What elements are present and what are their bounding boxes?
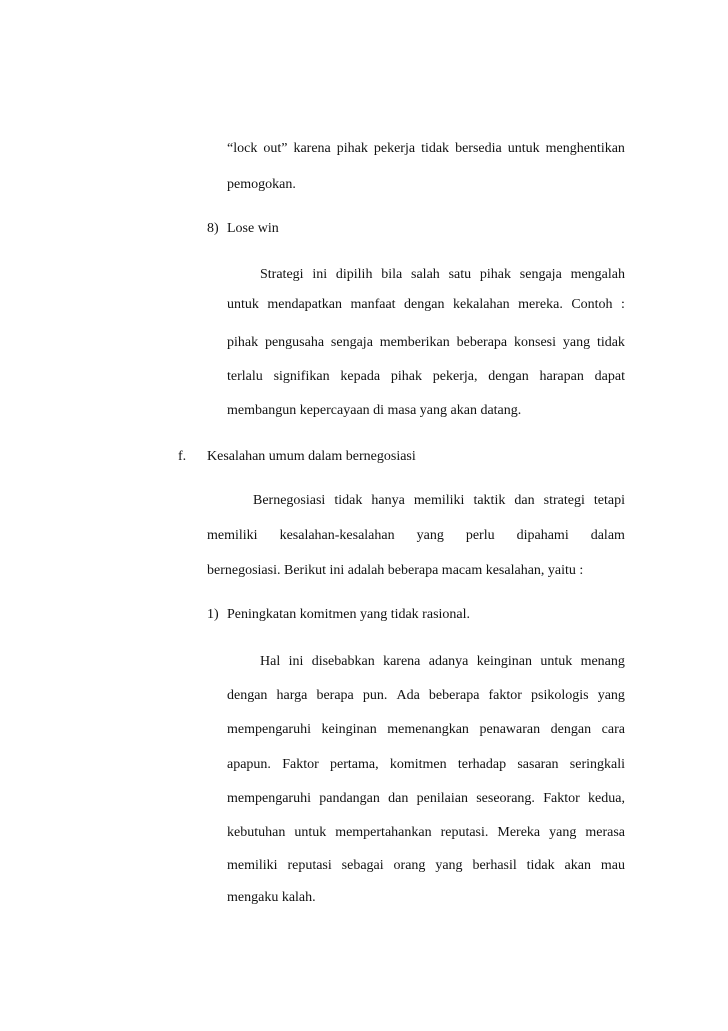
word: kedua, (588, 791, 625, 806)
word: mengalah (570, 267, 625, 282)
word: mereka. (518, 297, 563, 312)
word: untuk (294, 825, 327, 840)
word: out” (263, 141, 288, 156)
word: konsesi (514, 335, 556, 350)
word: sengaja (330, 335, 373, 350)
word: pekerja (373, 141, 416, 156)
word: menang (580, 654, 625, 669)
word: Ada (396, 688, 420, 703)
item-1-line-7 (227, 857, 625, 875)
word: pengusaha (264, 335, 325, 350)
word: menghentikan (545, 141, 625, 156)
word: satu (448, 267, 472, 282)
word: pihak (336, 141, 368, 156)
word: berapa (316, 688, 354, 703)
word: harapan (539, 369, 584, 384)
word: tidak (596, 335, 625, 350)
word: tidak (526, 858, 555, 873)
word: seringkali (569, 757, 625, 772)
word: : (621, 297, 625, 312)
word: karena (383, 654, 421, 669)
word: reputasi (287, 858, 332, 873)
word: keinginan (321, 722, 377, 737)
word: bila (381, 267, 403, 282)
word: cara (601, 722, 625, 737)
word: bersedia (455, 141, 502, 156)
section-f-heading: Kesalahan umum dalam bernegosiasi (207, 449, 416, 464)
section-f-marker: f. (178, 449, 187, 464)
word: faktor (488, 688, 522, 703)
word: kepada (340, 369, 381, 384)
word: dalam (590, 528, 625, 543)
word: penilaian (416, 791, 468, 806)
word: yang (562, 335, 591, 350)
item-1-line-4 (227, 756, 625, 774)
word: dan (514, 493, 535, 508)
word: dan (388, 791, 409, 806)
word: manfaat (350, 297, 396, 312)
word: adanya (428, 654, 469, 669)
item-1-line-5 (227, 790, 625, 808)
word: untuk (540, 654, 573, 669)
word: Bernegosiasi (253, 493, 326, 508)
section-f-line-2 (207, 527, 625, 545)
word: ini (312, 267, 328, 282)
word: dengan (404, 297, 445, 312)
word: ini (288, 654, 304, 669)
word: keinginan (476, 654, 532, 669)
item-1-number: 1) (207, 607, 219, 622)
item-1-title: Peningkatan komitmen yang tidak rasional. (227, 607, 471, 622)
word: merasa (585, 825, 625, 840)
word: yang (597, 688, 625, 703)
item-1-line-2 (227, 687, 625, 705)
word: “lock (227, 141, 258, 156)
word: apapun. (227, 757, 271, 772)
word: yang (416, 528, 444, 543)
word: beberapa (428, 688, 480, 703)
word: hanya (371, 493, 405, 508)
word: memiliki (413, 493, 465, 508)
word: mempengaruhi (227, 791, 311, 806)
word: seseorang. (476, 791, 535, 806)
word: sebagai (341, 858, 384, 873)
word: pihak (227, 335, 259, 350)
word: beberapa (456, 335, 508, 350)
word: pihak (479, 267, 512, 282)
word: taktik (473, 493, 506, 508)
word: mau (600, 858, 625, 873)
word: sengaja (519, 267, 562, 282)
word: orang (393, 858, 426, 873)
word: pandangan (319, 791, 380, 806)
word: untuk (507, 141, 540, 156)
word: Mereka (497, 825, 541, 840)
word: Faktor (543, 791, 580, 806)
word: kekalahan (452, 297, 510, 312)
continuation-line-2: pemogokan. (227, 177, 296, 192)
word: tidak (334, 493, 363, 508)
item-8-line-4 (227, 368, 625, 386)
word: kebutuhan (227, 825, 286, 840)
word: memiliki (207, 528, 258, 543)
word: yang (549, 825, 577, 840)
item-8-number: 8) (207, 221, 219, 236)
word: pertama, (330, 757, 379, 772)
word: signifikan (273, 369, 330, 384)
word: psikologis (531, 688, 589, 703)
continuation-line-1 (227, 140, 625, 158)
word: sasaran (517, 757, 559, 772)
word: yang (435, 858, 463, 873)
word: pun. (362, 688, 388, 703)
word: pekerja, (432, 369, 478, 384)
word: disebabkan (311, 654, 375, 669)
item-8-line-3 (227, 334, 625, 352)
word: dengan (227, 688, 268, 703)
word: perlu (465, 528, 495, 543)
word: mendapatkan (267, 297, 342, 312)
word: reputasi. (440, 825, 489, 840)
word: penawaran (479, 722, 541, 737)
word: tidak (421, 141, 450, 156)
word: komitmen (389, 757, 447, 772)
section-f-line-1 (253, 492, 625, 510)
word: Faktor (282, 757, 319, 772)
word: terlalu (227, 369, 263, 384)
word: dipilih (335, 267, 373, 282)
word: terhadap (457, 757, 507, 772)
word: berhasil (472, 858, 517, 873)
word: Contoh (571, 297, 613, 312)
word: kesalahan-kesalahan (279, 528, 395, 543)
item-8-line-2 (227, 296, 625, 314)
word: mempengaruhi (227, 722, 311, 737)
word: salah (411, 267, 440, 282)
word: dengan (488, 369, 529, 384)
word: dengan (550, 722, 592, 737)
word: Hal (260, 654, 281, 669)
item-1-line-1 (260, 653, 625, 671)
word: akan (564, 858, 591, 873)
item-1-line-8: mengaku kalah. (227, 890, 316, 905)
word: untuk (227, 297, 259, 312)
word: karena (293, 141, 331, 156)
word: tetapi (593, 493, 625, 508)
word: dipahami (516, 528, 569, 543)
word: mempertahankan (335, 825, 432, 840)
item-8-line-5: membangun kepercayaan di masa yang akan datang. (227, 403, 522, 418)
word: pihak (390, 369, 422, 384)
word: dapat (594, 369, 625, 384)
word: memberikan (379, 335, 450, 350)
word: harga (276, 688, 308, 703)
word: strategi (543, 493, 585, 508)
item-8-title: Lose win (227, 221, 279, 236)
word: Strategi (260, 267, 304, 282)
word: memenangkan (387, 722, 469, 737)
item-8-line-1 (260, 266, 625, 284)
item-1-line-3 (227, 721, 625, 739)
item-1-line-6 (227, 824, 625, 842)
word: memiliki (227, 858, 278, 873)
section-f-line-3: bernegosiasi. Berikut ini adalah beberapa macam kesalahan, yaitu : (207, 563, 584, 578)
